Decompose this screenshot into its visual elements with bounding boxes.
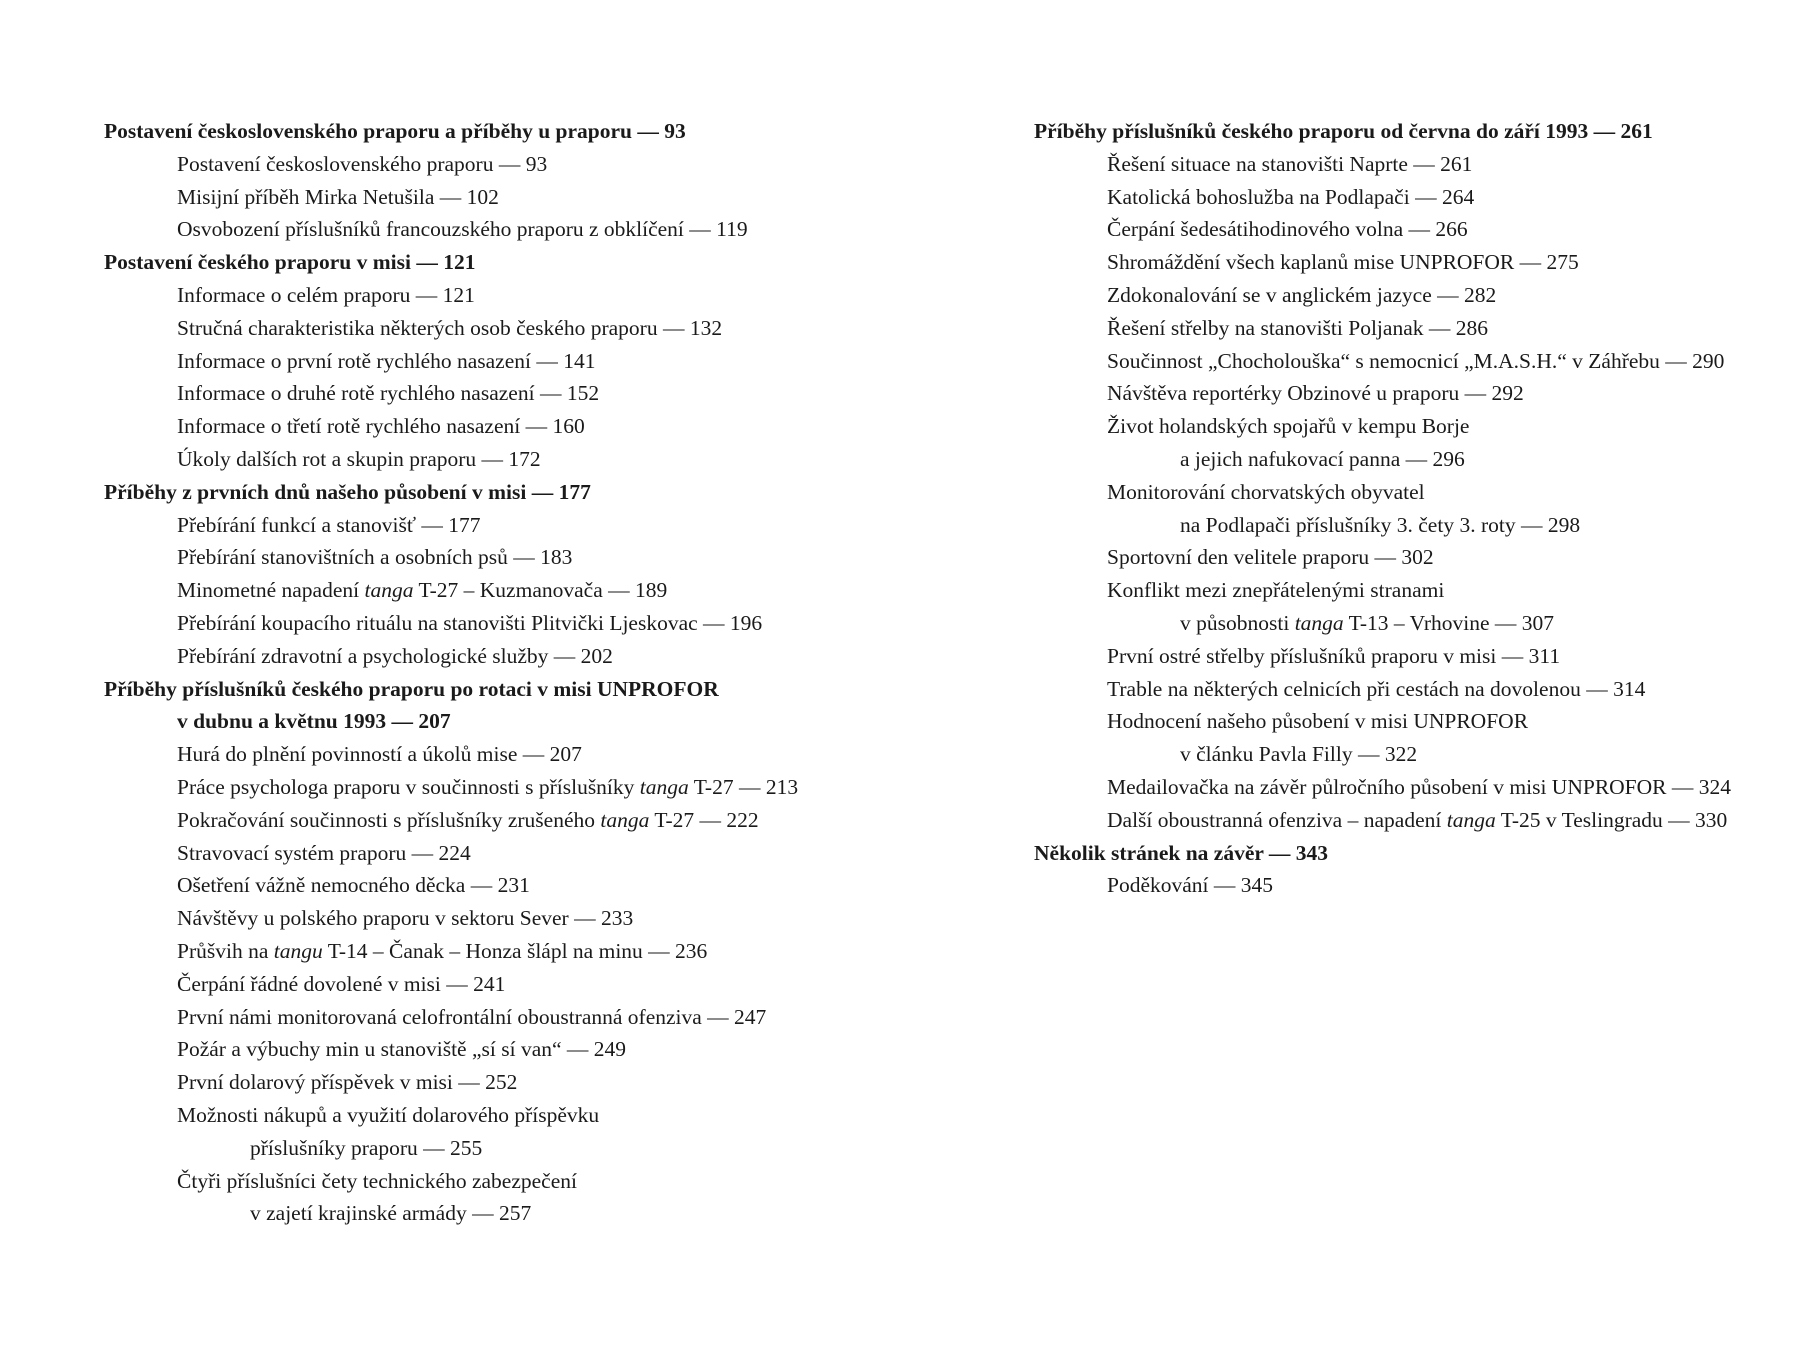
toc-text: Další oboustranná ofenziva – napadení: [1107, 807, 1447, 832]
toc-text: Poděkování — 345: [1107, 873, 1274, 898]
toc-text: v zajetí krajinské armády — 257: [250, 1201, 532, 1226]
toc-italic-term: tanga: [364, 578, 414, 603]
toc-section: [104, 1132, 924, 1165]
toc-text: Informace o třetí rotě rychlého nasazení — 160: [177, 414, 585, 439]
toc-text: Příběhy příslušníků českého praporu po rotaci v misi UNPROFOR: [104, 676, 719, 701]
toc-text: Součinnost „Chocholouška“ s nemocnicí „M.A.S.H.“ v Záhřebu — 290: [1107, 348, 1725, 373]
toc-section: [1034, 213, 1794, 246]
toc-section: [104, 968, 924, 1001]
toc-text: Možnosti nákupů a využití dolarového příspěvku: [177, 1102, 600, 1127]
toc-text: T-27 — 222: [649, 807, 759, 832]
toc-text: Řešení střelby na stanovišti Poljanak — 286: [1107, 315, 1488, 340]
toc-section: [104, 771, 924, 804]
toc-text: Čerpání šedesátihodinového volna — 266: [1107, 217, 1468, 242]
toc-section: [104, 607, 924, 640]
toc-section: [1034, 312, 1794, 345]
toc-section: [1034, 804, 1794, 837]
toc-text: na Podlapači příslušníky 3. čety 3. roty — 298: [1180, 512, 1581, 537]
toc-text: Příběhy z prvních dnů našeho působení v misi — 177: [104, 479, 591, 504]
toc-text: Konflikt mezi znepřátelenými stranami: [1107, 578, 1445, 603]
toc-right-column: [1034, 115, 1794, 902]
toc-section: [104, 705, 924, 738]
toc-text: Osvobození příslušníků francouzského praporu z obklíčení — 119: [177, 217, 748, 242]
toc-italic-term: tanga: [639, 774, 689, 799]
toc-left-column: [104, 115, 924, 1230]
toc-text: Návštěvy u polského praporu v sektoru Sever — 233: [177, 906, 634, 931]
toc-text: Medailovačka na závěr půlročního působení v misi UNPROFOR — 324: [1107, 774, 1732, 799]
toc-section: [1034, 476, 1794, 509]
toc-text: Postavení českého praporu v misi — 121: [104, 250, 476, 275]
toc-section: [1034, 640, 1794, 673]
toc-section: [104, 1099, 924, 1132]
toc-section: [1034, 738, 1794, 771]
toc-text: Přebírání zdravotní a psychologické služby — 202: [177, 643, 613, 668]
toc-section: [1034, 673, 1794, 706]
toc-text: Přebírání funkcí a stanovišť — 177: [177, 512, 481, 537]
toc-text: T-25 v Teslingradu — 330: [1495, 807, 1728, 832]
toc-section: [1034, 148, 1794, 181]
toc-section: [104, 312, 924, 345]
toc-text: Shromáždění všech kaplanů mise UNPROFOR — 275: [1107, 250, 1579, 275]
toc-text: T-13 – Vrhovine — 307: [1343, 610, 1555, 635]
toc-section: [104, 509, 924, 542]
toc-section: [1034, 246, 1794, 279]
toc-section: [1034, 410, 1794, 443]
toc-text: Pokračování součinnosti s příslušníky zrušeného: [177, 807, 601, 832]
toc-section: [1034, 181, 1794, 214]
toc-section: [104, 640, 924, 673]
toc-text: Stravovací systém praporu — 224: [177, 840, 471, 865]
toc-text: v dubnu a květnu 1993 — 207: [177, 709, 451, 734]
toc-text: První ostré střelby příslušníků praporu v misi — 311: [1107, 643, 1561, 668]
toc-text: Zdokonalování se v anglickém jazyce — 282: [1107, 282, 1497, 307]
toc-text: Informace o celém praporu — 121: [177, 282, 475, 307]
toc-section: [104, 1001, 924, 1034]
toc-section: [104, 869, 924, 902]
toc-section: [1034, 279, 1794, 312]
toc-text: První dolarový příspěvek v misi — 252: [177, 1070, 518, 1095]
toc-text: Přebírání koupacího rituálu na stanovišti Plitvički Ljeskovac — 196: [177, 610, 763, 635]
toc-chapter: [1034, 837, 1794, 870]
toc-section: [104, 345, 924, 378]
toc-text: Požár a výbuchy min u stanoviště „sí sí van“ — 249: [177, 1037, 627, 1062]
toc-text: Několik stránek na závěr — 343: [1034, 840, 1329, 865]
toc-chapter: [104, 673, 924, 706]
toc-section: [1034, 771, 1794, 804]
toc-section: [104, 213, 924, 246]
toc-text: T-27 – Kuzmanovača — 189: [413, 578, 668, 603]
toc-text: Sportovní den velitele praporu — 302: [1107, 545, 1434, 570]
toc-text: T-27 — 213: [688, 774, 799, 799]
toc-text: Informace o první rotě rychlého nasazení — 141: [177, 348, 596, 373]
toc-chapter: [104, 246, 924, 279]
toc-text: Přebírání stanovištních a osobních psů — 183: [177, 545, 573, 570]
toc-section: [1034, 509, 1794, 542]
toc-text: První námi monitorovaná celofrontální oboustranná ofenziva — 247: [177, 1004, 767, 1029]
toc-section: [104, 1066, 924, 1099]
toc-text: a jejich nafukovací panna — 296: [1180, 446, 1465, 471]
toc-text: Práce psychologa praporu v součinnosti s příslušníky: [177, 774, 640, 799]
toc-text: Průšvih na: [177, 938, 274, 963]
toc-chapter: [104, 115, 924, 148]
toc-italic-term: tangu: [273, 938, 323, 963]
toc-section: [104, 804, 924, 837]
toc-section: [104, 902, 924, 935]
toc-text: Čtyři příslušníci čety technického zabezpečení: [177, 1168, 577, 1193]
toc-section: [104, 541, 924, 574]
toc-section: [104, 738, 924, 771]
toc-section: [104, 148, 924, 181]
toc-text: Život holandských spojařů v kempu Borje: [1107, 414, 1470, 439]
toc-section: [104, 1165, 924, 1198]
toc-section: [104, 279, 924, 312]
toc-section: [1034, 345, 1794, 378]
toc-section: [1034, 574, 1794, 607]
toc-chapter: [104, 476, 924, 509]
toc-text: příslušníky praporu — 255: [250, 1135, 483, 1160]
toc-italic-term: tanga: [1446, 807, 1496, 832]
toc-section: [104, 1197, 924, 1230]
toc-text: Postavení československého praporu a příběhy u praporu — 93: [104, 119, 686, 143]
toc-text: Informace o druhé rotě rychlého nasazení — 152: [177, 381, 600, 406]
toc-section: [1034, 607, 1794, 640]
toc-text: v působnosti: [1180, 610, 1295, 635]
toc-section: [104, 574, 924, 607]
toc-text: Hodnocení našeho působení v misi UNPROFOR: [1107, 709, 1529, 734]
toc-text: Monitorování chorvatských obyvatel: [1107, 479, 1425, 504]
toc-text: v článku Pavla Filly — 322: [1180, 742, 1418, 767]
toc-text: Trable na některých celnicích při cestách na dovolenou — 314: [1107, 676, 1646, 701]
toc-section: [1034, 443, 1794, 476]
toc-text: Čerpání řádné dovolené v misi — 241: [177, 971, 506, 996]
toc-text: T-14 – Čanak – Honza šlápl na minu — 236: [322, 938, 708, 963]
toc-chapter: [1034, 115, 1794, 148]
toc-text: Řešení situace na stanovišti Naprte — 261: [1107, 151, 1473, 176]
toc-section: [104, 377, 924, 410]
toc-text: Návštěva reportérky Obzinové u praporu — 292: [1107, 381, 1524, 406]
toc-italic-term: tanga: [1294, 610, 1344, 635]
toc-section: [1034, 869, 1794, 902]
toc-text: Minometné napadení: [177, 578, 365, 603]
toc-text: Příběhy příslušníků českého praporu od června do září 1993 — 261: [1034, 119, 1653, 143]
toc-section: [104, 443, 924, 476]
toc-text: Hurá do plnění povinností a úkolů mise — 207: [177, 742, 582, 767]
toc-section: [1034, 377, 1794, 410]
toc-text: Úkoly dalších rot a skupin praporu — 172: [177, 446, 541, 471]
toc-section: [1034, 705, 1794, 738]
toc-section: [104, 181, 924, 214]
toc-text: Stručná charakteristika některých osob českého praporu — 132: [177, 315, 723, 340]
toc-text: Misijní příběh Mirka Netušila — 102: [177, 184, 499, 209]
toc-text: Ošetření vážně nemocného děcka — 231: [177, 873, 530, 898]
toc-section: [1034, 541, 1794, 574]
toc-section: [104, 1033, 924, 1066]
toc-section: [104, 935, 924, 968]
toc-text: Postavení československého praporu — 93: [177, 151, 548, 176]
toc-section: [104, 837, 924, 870]
toc-text: Katolická bohoslužba na Podlapači — 264: [1107, 184, 1475, 209]
toc-italic-term: tanga: [600, 807, 650, 832]
toc-section: [104, 410, 924, 443]
